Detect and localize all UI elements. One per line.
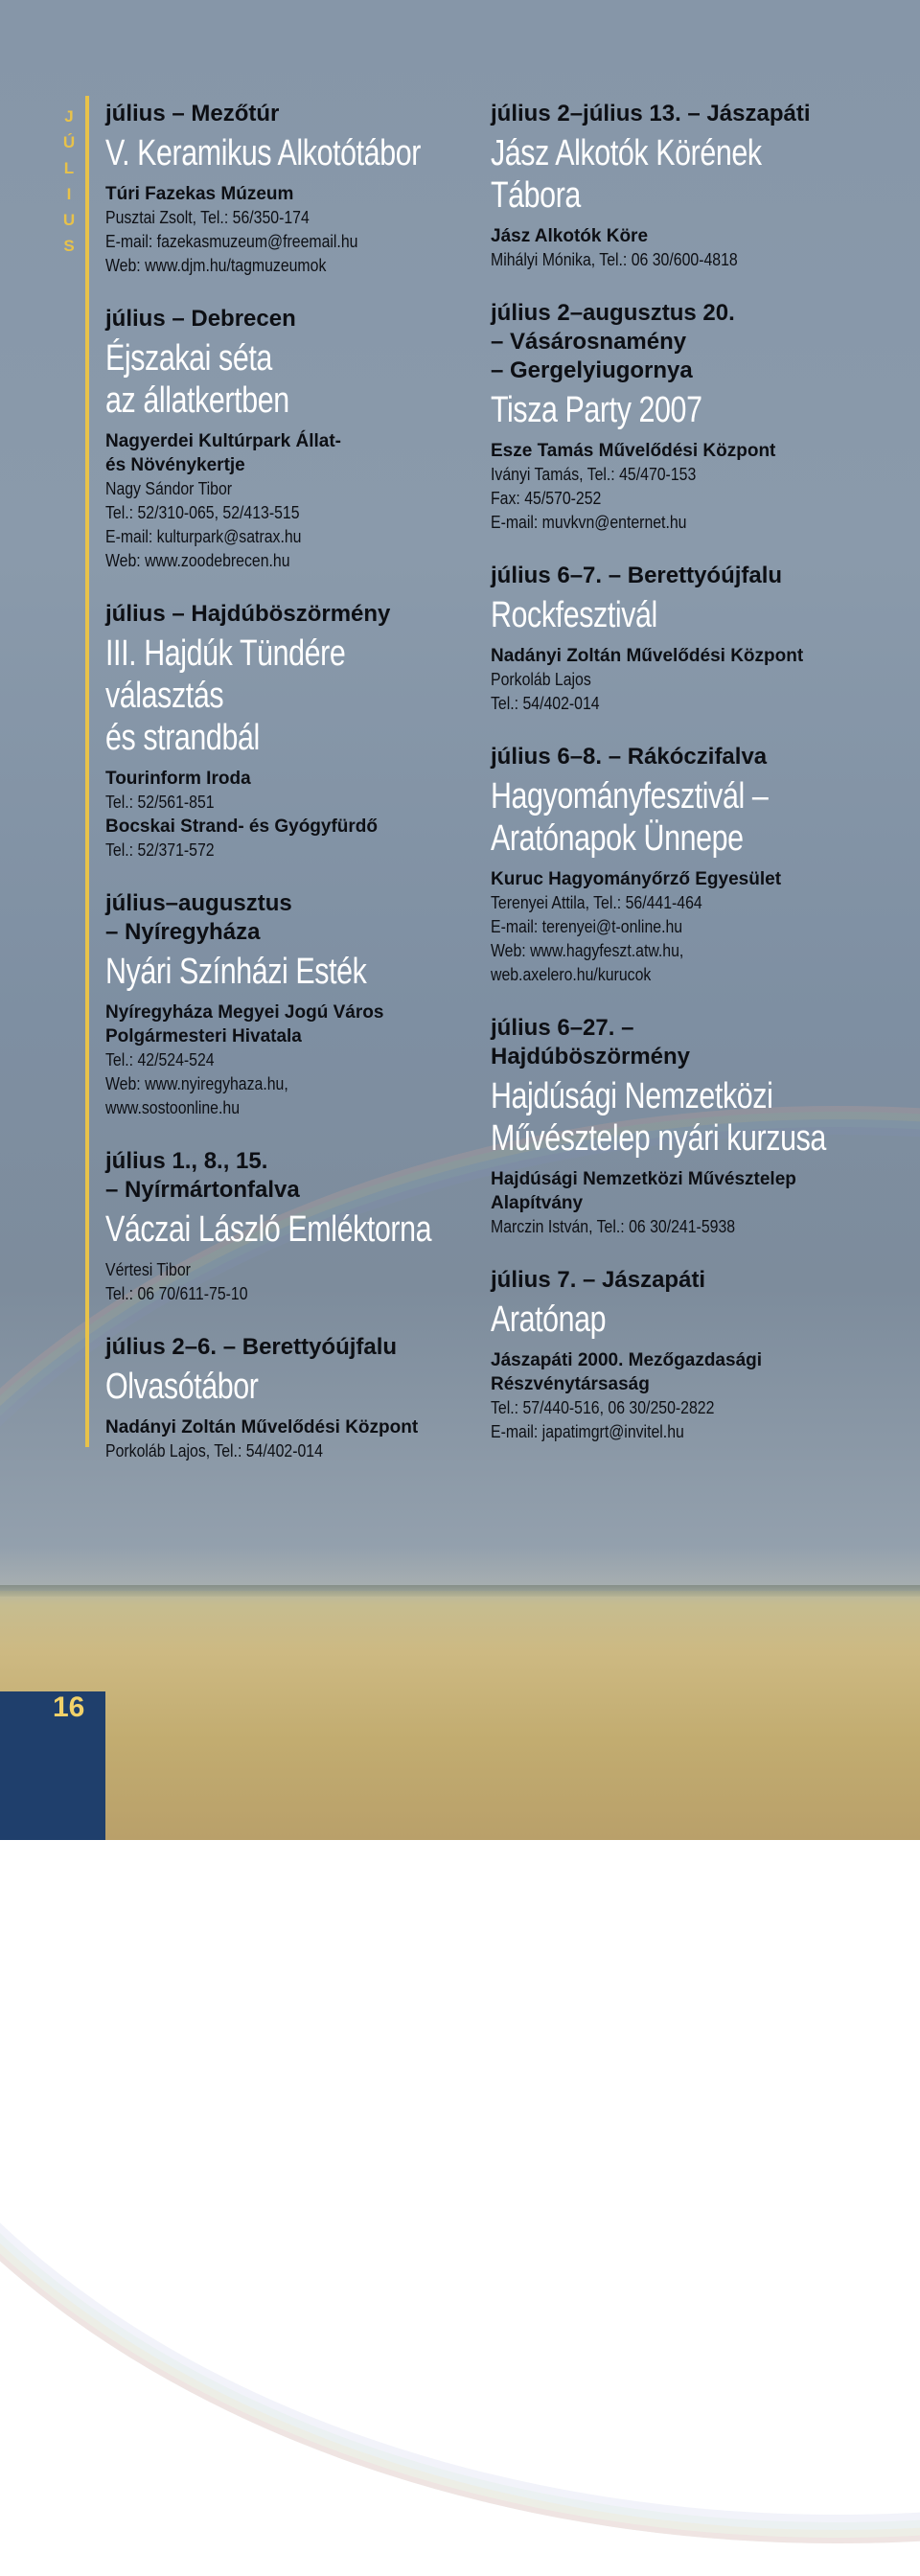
event-contact: Tel.: 06 70/611-75-10 (105, 1284, 248, 1303)
event-date: – Gergelyiugornya (491, 357, 693, 383)
event-title: Tisza Party 2007 (491, 390, 702, 430)
event-title: Éjszakai séta (105, 338, 272, 379)
event-date: július 7. – Jászapáti (491, 1267, 706, 1293)
event-organizer: Nadányi Zoltán Művelődési Központ (491, 646, 804, 666)
event-contact: www.sostoonline.hu (105, 1098, 241, 1117)
right-event-column (491, 100, 874, 1471)
event-organizer: Nagyerdei Kultúrpark Állat- (105, 431, 341, 451)
event-entry (105, 600, 460, 862)
event-contact: Tel.: 54/402-014 (491, 694, 600, 713)
event-entry (491, 100, 874, 272)
event-contact: E-mail: fazekasmuzeum@freemail.hu (105, 232, 358, 251)
event-contact: Iványi Tamás, Tel.: 45/470-153 (491, 465, 697, 484)
event-entry (105, 1147, 460, 1306)
event-contact: Web: www.djm.hu/tagmuzeumok (105, 256, 327, 275)
event-date: július 6–27. – (491, 1015, 634, 1041)
event-entry (105, 889, 460, 1120)
event-contact: Tel.: 52/561-851 (105, 793, 215, 812)
event-entry (105, 1333, 460, 1463)
event-title: Rockfesztivál (491, 595, 657, 635)
event-contact: Porkoláb Lajos, Tel.: 54/402-014 (105, 1441, 323, 1460)
event-organizer: Nadányi Zoltán Művelődési Központ (105, 1417, 419, 1438)
event-contact: Tel.: 42/524-524 (105, 1050, 215, 1070)
event-title: Aratónapok Ünnepe (491, 818, 744, 859)
event-title: Aratónap (491, 1300, 607, 1340)
event-contact: E-mail: terenyei@t-online.hu (491, 917, 683, 936)
event-contact: Porkoláb Lajos (491, 670, 591, 689)
event-title: Művésztelep nyári kurzusa (491, 1118, 826, 1159)
event-organizer: Kuruc Hagyományőrző Egyesület (491, 869, 782, 889)
event-date: július 6–8. – Rákóczifalva (491, 744, 768, 770)
event-title: az állatkertben (105, 380, 289, 421)
event-organizer: Túri Fazekas Múzeum (105, 184, 294, 204)
yellow-divider-bar (85, 96, 89, 1447)
event-entry (491, 1266, 874, 1444)
left-event-column (105, 100, 460, 1490)
event-contact: Mihályi Mónika, Tel.: 06 30/600-4818 (491, 250, 738, 269)
event-date: július 2–6. – Berettyóújfalu (105, 1334, 398, 1360)
event-contact: Pusztai Zsolt, Tel.: 56/350-174 (105, 208, 310, 227)
event-contact: Nagy Sándor Tibor (105, 479, 233, 498)
event-contact: E-mail: muvkvn@enternet.hu (491, 513, 687, 532)
event-contact: web.axelero.hu/kurucok (491, 965, 652, 984)
event-title: Hagyományfesztivál – (491, 776, 769, 816)
event-date: július – Hajdúböszörmény (105, 601, 391, 627)
event-contact: E-mail: japatimgrt@invitel.hu (491, 1422, 684, 1441)
event-contact: Vértesi Tibor (105, 1260, 191, 1279)
event-date: – Nyíregyháza (105, 919, 261, 945)
event-organizer: Alapítvány (491, 1193, 584, 1213)
event-contact: Tel.: 52/371-572 (105, 840, 215, 860)
event-contact: Marczin István, Tel.: 06 30/241-5938 (491, 1217, 736, 1236)
event-entry (105, 305, 460, 573)
event-contact: E-mail: kulturpark@satrax.hu (105, 527, 302, 546)
event-contact: Fax: 45/570-252 (491, 489, 602, 508)
event-date: július 2–augusztus 20. (491, 300, 735, 326)
event-title: III. Hajdúk Tündére választás (105, 633, 346, 716)
event-organizer: Nyíregyháza Megyei Jogú Város (105, 1002, 384, 1023)
event-organizer: Részvénytársaság (491, 1374, 650, 1394)
event-date: július – Mezőtúr (105, 101, 280, 126)
event-title: és strandbál (105, 718, 260, 758)
event-title: Jász Alkotók Körének (491, 133, 762, 173)
event-date: Hajdúböszörmény (491, 1044, 691, 1070)
month-vertical-label (58, 104, 80, 259)
event-organizer: Tourinform Iroda (105, 769, 251, 789)
event-entry (491, 299, 874, 535)
event-title: V. Keramikus Alkotótábor (105, 133, 421, 173)
event-contact: Tel.: 57/440-516, 06 30/250-2822 (491, 1398, 715, 1417)
event-title: Hajdúsági Nemzetközi (491, 1076, 773, 1116)
event-entry (491, 1014, 874, 1239)
event-entry (491, 562, 874, 716)
month-letter: L (63, 159, 75, 177)
event-date: – Nyírmártonfalva (105, 1177, 300, 1203)
month-letter: U (62, 211, 76, 229)
event-title: Olvasótábor (105, 1367, 259, 1407)
event-organizer: és Növénykertje (105, 455, 245, 475)
grass-field (0, 1591, 920, 1840)
month-letter: S (63, 237, 75, 255)
event-title: Tábora (491, 175, 581, 216)
event-organizer: Jász Alkotók Köre (491, 226, 649, 246)
event-entry (491, 743, 874, 987)
event-contact: Tel.: 52/310-065, 52/413-515 (105, 503, 300, 522)
event-date: július 2–július 13. – Jászapáti (491, 101, 811, 126)
event-date: július–augusztus (105, 890, 292, 916)
event-entry (105, 100, 460, 278)
event-contact: Terenyei Attila, Tel.: 56/441-464 (491, 893, 702, 912)
page-number: 16 (53, 1691, 85, 1723)
event-contact: Web: www.zoodebrecen.hu (105, 551, 290, 570)
event-title: Váczai László Emléktorna (105, 1209, 432, 1250)
event-organizer: Bocskai Strand- és Gyógyfürdő (105, 816, 379, 837)
event-date: július 6–7. – Berettyóújfalu (491, 563, 783, 588)
event-organizer: Polgármesteri Hivatala (105, 1026, 302, 1046)
event-contact: Web: www.nyiregyhaza.hu, (105, 1074, 288, 1093)
event-organizer: Esze Tamás Művelődési Központ (491, 441, 776, 461)
event-contact: Web: www.hagyfeszt.atw.hu, (491, 941, 684, 960)
month-letter: Ú (62, 133, 76, 151)
event-date: július – Debrecen (105, 306, 296, 332)
event-organizer: Jászapáti 2000. Mezőgazdasági (491, 1350, 763, 1370)
month-letter: J (64, 107, 74, 126)
event-date: – Vásárosnamény (491, 329, 687, 355)
event-title: Nyári Színházi Esték (105, 952, 367, 992)
event-organizer: Hajdúsági Nemzetközi Művésztelep (491, 1169, 796, 1189)
month-letter: I (66, 185, 72, 203)
event-date: július 1., 8., 15. (105, 1148, 268, 1174)
